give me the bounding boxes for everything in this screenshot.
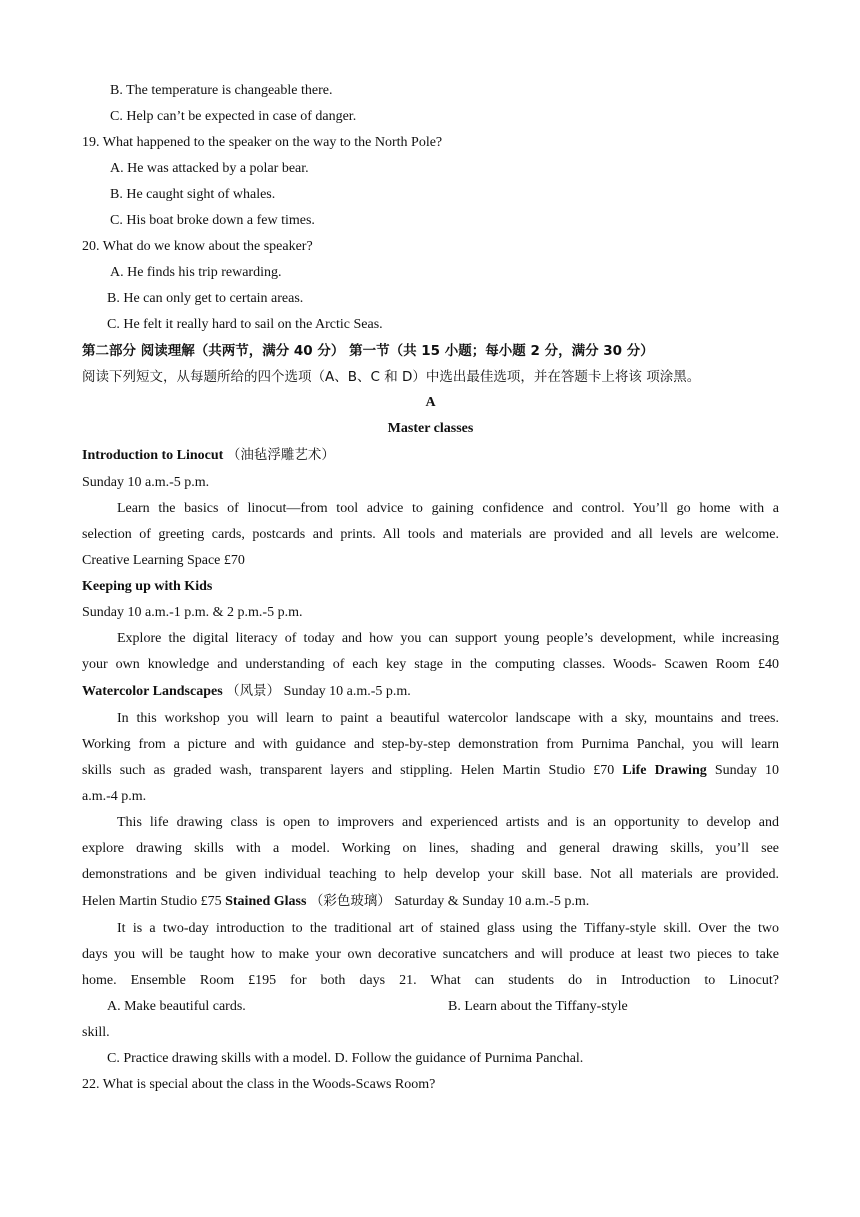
kids-body-line: Explore the digital literacy of today and how you can support young people’s development, while increasing — [117, 631, 779, 646]
q21-option-a: A. Make beautiful cards. — [107, 999, 246, 1014]
section-heading: 第二部分 阅读理解（共两节，满分 40 分） 第一节（共 15 小题；每小题 2 分，满分 30 分） — [82, 343, 654, 359]
linocut-title: Introduction to Linocut — [82, 448, 224, 463]
watercolor-body-line: skills such as graded wash, transparent layers and stippling. Helen Martin Studio £70 — [82, 763, 623, 778]
glass-body-line-q21-stem: home. Ensemble Room £195 for both days 21. What can students do in Introduction to Linocut? — [82, 973, 779, 988]
instructions: 阅读下列短文，从每题所给的四个选项（A、B、C 和 D）中选出最佳选项，并在答题卡上将该 项涂黑。 — [82, 369, 701, 385]
q20-stem: 20. What do we know about the speaker? — [82, 239, 313, 254]
q20-option-a: A. He finds his trip rewarding. — [110, 265, 282, 280]
glass-body-line: days you will be taught how to make your own decorative suncatchers and will produce at least two pieces to take — [82, 947, 779, 962]
life-drawing-title: Life Drawing — [622, 763, 707, 778]
life-drawing-time-cont: a.m.-4 p.m. — [82, 789, 147, 804]
stained-glass-title: Stained Glass — [225, 894, 307, 909]
linocut-body-line: selection of greeting cards, postcards and prints. All tools and materials are provided and all levels are welcome. — [82, 527, 779, 542]
life-body-line: explore drawing skills with a model. Working on lines, shading and general drawing skills, you’ll see — [82, 841, 779, 856]
q18-option-c: C. Help can’t be expected in case of danger. — [110, 109, 357, 124]
life-venue: Helen Martin Studio £75 — [82, 894, 226, 909]
q20-option-b: B. He can only get to certain areas. — [107, 291, 304, 306]
watercolor-body-line: In this workshop you will learn to paint a beautiful watercolor landscape with a sky, mountains and trees. — [117, 711, 779, 726]
stained-glass-cn-note: （彩色玻璃） — [309, 893, 391, 909]
stained-glass-time: Saturday & Sunday 10 a.m.-5 p.m. — [394, 894, 590, 909]
q22-stem: 22. What is special about the class in the Woods-Scaws Room? — [82, 1077, 436, 1092]
linocut-body-line: Learn the basics of linocut—from tool advice to gaining confidence and control. You’ll go home with a — [117, 501, 779, 516]
watercolor-body-line: Working from a picture and with guidance and step-by-step demonstration from Purnima Panchal, you will learn — [82, 737, 779, 752]
q20-option-c: C. He felt it really hard to sail on the Arctic Seas. — [107, 317, 383, 332]
kids-time: Sunday 10 a.m.-1 p.m. & 2 p.m.-5 p.m. — [82, 605, 303, 620]
q19-option-b: B. He caught sight of whales. — [110, 187, 276, 202]
linocut-time: Sunday 10 a.m.-5 p.m. — [82, 475, 210, 490]
life-body-line: This life drawing class is open to improvers and experienced artists and is an opportunity to develop and — [117, 815, 779, 830]
watercolor-heading — [82, 678, 779, 704]
q19-option-c: C. His boat broke down a few times. — [110, 213, 315, 228]
q19-stem: 19. What happened to the speaker on the way to the North Pole? — [82, 135, 443, 150]
life-drawing-time: Sunday 10 — [706, 763, 779, 778]
watercolor-time: Sunday 10 a.m.-5 p.m. — [283, 684, 411, 699]
passage-letter: A — [425, 395, 436, 410]
q21-option-b-cont: skill. — [82, 1025, 110, 1040]
linocut-venue: Creative Learning Space £70 — [82, 553, 245, 568]
kids-title: Keeping up with Kids — [82, 579, 213, 594]
watercolor-title: Watercolor Landscapes — [82, 684, 223, 699]
q21-options-row — [82, 994, 779, 1020]
q18-option-b: B. The temperature is changeable there. — [110, 83, 333, 98]
life-body-line: demonstrations and be given individual teaching to help develop your skill base. Not all materials are provided. — [82, 867, 779, 882]
watercolor-life-line — [82, 758, 779, 784]
q21-option-b: B. Learn about the Tiffany-style — [448, 999, 628, 1014]
linocut-heading — [82, 442, 779, 468]
glass-heading-line — [82, 888, 779, 914]
q19-option-a: A. He was attacked by a polar bear. — [110, 161, 309, 176]
watercolor-cn-note: （风景） — [226, 683, 281, 699]
exam-page — [82, 78, 779, 1098]
glass-body-line: It is a two-day introduction to the traditional art of stained glass using the Tiffany-style skill. Over the two — [117, 921, 779, 936]
linocut-cn-note: （油毡浮雕艺术） — [226, 447, 335, 463]
q21-options-cd: C. Practice drawing skills with a model. D. Follow the guidance of Purnima Panchal. — [107, 1051, 584, 1066]
kids-body-line: your own knowledge and understanding of each key stage in the computing classes. Woods- Scawen Room £40 — [82, 657, 779, 672]
passage-title: Master classes — [387, 421, 474, 436]
